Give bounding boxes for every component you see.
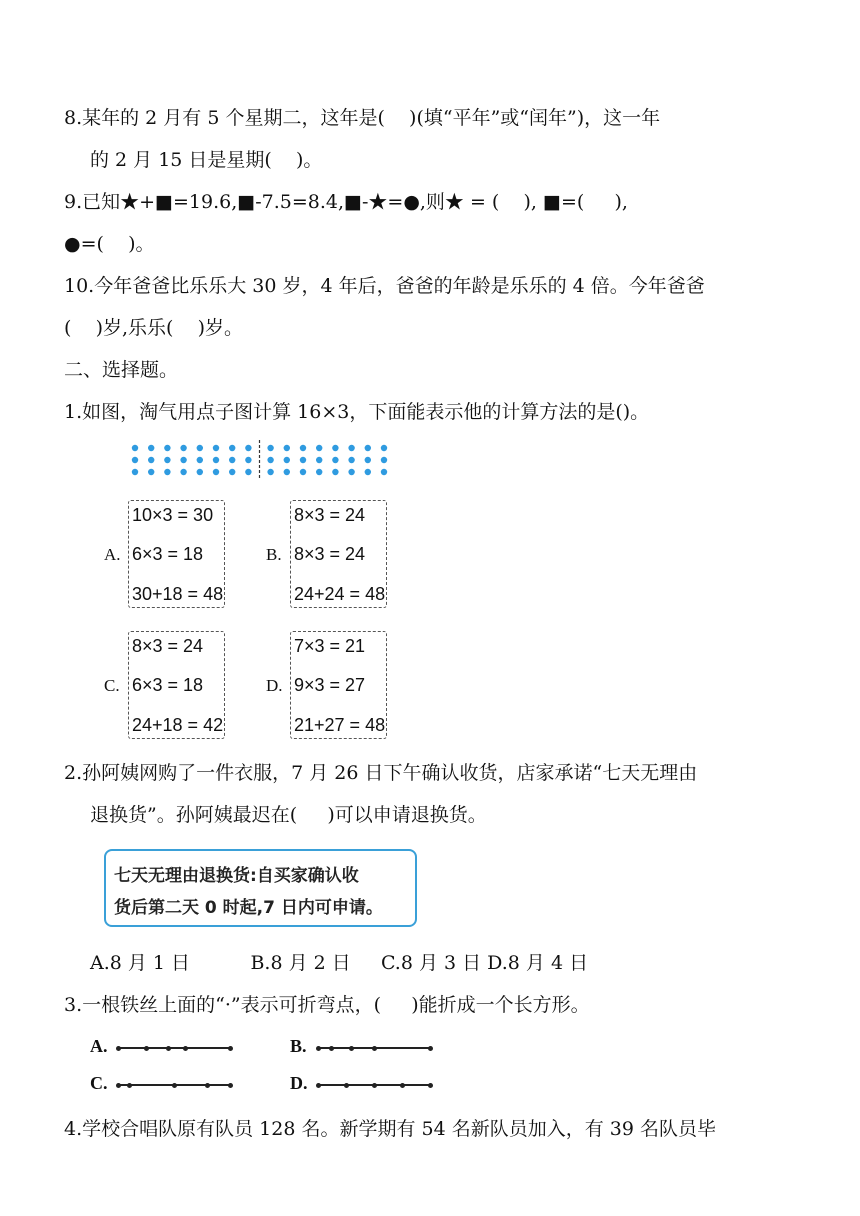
choice-question-1: 1.如图，淘气用点子图计算 16×3，下面能表示他的计算方法的是()。 (64, 401, 650, 423)
question-10-line-1: 10.今年爸爸比乐乐大 30 岁，4 年后，爸爸的年龄是乐乐的 4 倍。今年爸爸 (64, 275, 705, 297)
dot (180, 457, 186, 463)
choice-question-2-line-1: 2.孙阿姨网购了一件衣服，7 月 26 日下午确认收货，店家承诺“七天无理由 (64, 762, 698, 784)
bend-point (349, 1046, 354, 1051)
dot (332, 445, 338, 451)
bend-point (316, 1046, 321, 1051)
dot (229, 445, 235, 451)
dot (132, 445, 138, 451)
dot (348, 469, 354, 475)
bend-point (316, 1083, 321, 1088)
dot (381, 469, 387, 475)
dot (148, 445, 154, 451)
dot (245, 469, 251, 475)
option-a-label: A. (104, 545, 121, 564)
notice-line-1: 七天无理由退换货:自买家确认收 (114, 866, 359, 886)
dot (229, 469, 235, 475)
choice-question-2-options: A.8 月 1 日 B.8 月 2 日 C.8 月 3 日 D.8 月 4 日 (90, 952, 589, 974)
dot (132, 469, 138, 475)
dot (148, 457, 154, 463)
notice-line-2: 货后第二天 0 时起,7 日内可申请。 (114, 898, 383, 918)
dot (197, 469, 203, 475)
option-c-label: C. (104, 676, 120, 695)
option-b-label: B. (266, 545, 282, 564)
dot (245, 445, 251, 451)
option-a-eq-3: 30+18 = 48 (132, 584, 224, 604)
choice-question-3: 3.一根铁丝上面的“·”表示可折弯点，( )能折成一个长方形。 (64, 994, 590, 1016)
option-d-eq-3: 21+27 = 48 (294, 715, 386, 735)
bend-point (228, 1046, 233, 1051)
option-b-eq-2: 8×3 = 24 (294, 544, 366, 564)
dot (348, 445, 354, 451)
dot (148, 469, 154, 475)
option-c-box (128, 631, 225, 739)
dot (284, 445, 290, 451)
bend-point (144, 1046, 149, 1051)
dot (197, 457, 203, 463)
bend-point (205, 1083, 210, 1088)
bend-point (428, 1083, 433, 1088)
wire-a-label: A. (90, 1036, 108, 1056)
wire-b (318, 1047, 430, 1049)
question-8-line-1: 8.某年的 2 月有 5 个星期二，这年是( )(填“平年”或“闰年”)，这一年 (64, 107, 661, 129)
dot (284, 457, 290, 463)
wire-d (318, 1084, 430, 1086)
dot (300, 469, 306, 475)
choice-question-4: 4.学校合唱队原有队员 128 名。新学期有 54 名新队员加入，有 39 名队员毕 (64, 1118, 716, 1140)
option-c-eq-3: 24+18 = 42 (132, 715, 224, 735)
dot (365, 457, 371, 463)
bend-point (372, 1046, 377, 1051)
bend-point (183, 1046, 188, 1051)
dot (300, 457, 306, 463)
option-d-label: D. (266, 676, 283, 695)
option-d-eq-1: 7×3 = 21 (294, 636, 366, 656)
question-8-line-2: 的 2 月 15 日是星期( )。 (90, 149, 323, 171)
section-heading: 二、选择题。 (64, 359, 179, 381)
dot (381, 457, 387, 463)
dot (267, 457, 273, 463)
question-9-line-2: ●=( )。 (64, 233, 155, 255)
wire-a (118, 1047, 230, 1049)
question-9-line-1: 9.已知★+■=19.6,■-7.5=8.4,■-★=●,则★ = ( ), ■=( ), (64, 191, 628, 213)
option-a-eq-2: 6×3 = 18 (132, 544, 204, 564)
dot (229, 457, 235, 463)
dot (332, 469, 338, 475)
bend-point (329, 1046, 334, 1051)
bend-point (400, 1083, 405, 1088)
option-c-eq-1: 8×3 = 24 (132, 636, 204, 656)
dot (267, 469, 273, 475)
bend-point (372, 1083, 377, 1088)
dot (164, 469, 170, 475)
dot (316, 469, 322, 475)
bend-point (228, 1083, 233, 1088)
option-b-box (290, 500, 387, 608)
dot (132, 457, 138, 463)
option-a-eq-1: 10×3 = 30 (132, 505, 214, 525)
dot (300, 445, 306, 451)
dot (197, 445, 203, 451)
dot (180, 445, 186, 451)
dot (365, 445, 371, 451)
dot (284, 469, 290, 475)
bend-point (344, 1083, 349, 1088)
wire-c (118, 1084, 230, 1086)
bend-point (428, 1046, 433, 1051)
dot (180, 469, 186, 475)
bend-point (172, 1083, 177, 1088)
dot-array-figure (125, 440, 395, 480)
option-b-eq-3: 24+24 = 48 (294, 584, 386, 604)
wire-d-label: D. (290, 1073, 308, 1093)
dot (164, 445, 170, 451)
bend-point (116, 1046, 121, 1051)
option-b-eq-1: 8×3 = 24 (294, 505, 366, 525)
option-d-eq-2: 9×3 = 27 (294, 675, 366, 695)
dot (348, 457, 354, 463)
option-d-box (290, 631, 387, 739)
bend-point (166, 1046, 171, 1051)
bend-point (127, 1083, 132, 1088)
dot (316, 457, 322, 463)
bend-point (116, 1083, 121, 1088)
question-10-line-2: ( )岁,乐乐( )岁。 (64, 317, 244, 339)
wire-c-label: C. (90, 1073, 108, 1093)
return-policy-notice (104, 849, 417, 927)
dot (164, 457, 170, 463)
dot (245, 457, 251, 463)
dot (213, 469, 219, 475)
dot (316, 445, 322, 451)
wire-b-label: B. (290, 1036, 307, 1056)
dot (365, 469, 371, 475)
option-c-eq-2: 6×3 = 18 (132, 675, 204, 695)
option-a-box (128, 500, 225, 608)
dot (381, 445, 387, 451)
dot (213, 457, 219, 463)
dot (267, 445, 273, 451)
dot (332, 457, 338, 463)
dot (213, 445, 219, 451)
choice-question-2-line-2: 退换货”。孙阿姨最迟在( )可以申请退换货。 (90, 804, 487, 826)
